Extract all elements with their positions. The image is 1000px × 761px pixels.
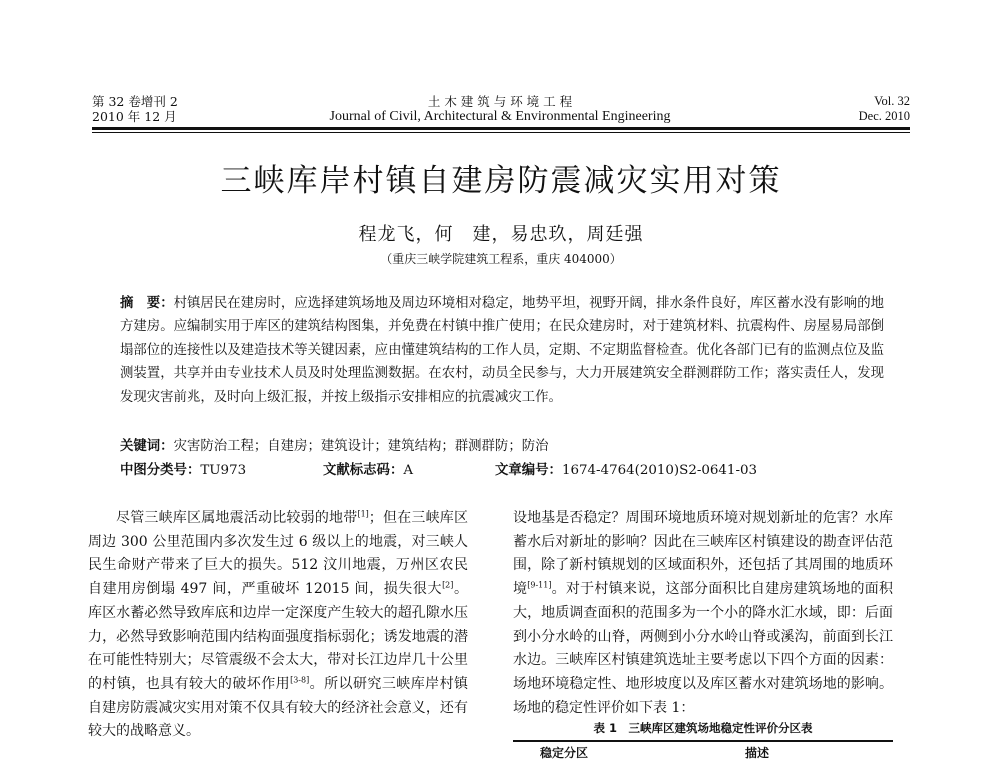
clc-value: TU973	[200, 463, 247, 478]
journal-name-cn: 土 木 建 筑 与 环 境 工 程	[427, 94, 573, 109]
table-top-rule	[513, 740, 893, 742]
citation: [9-11]	[527, 580, 552, 590]
paper-authors: 程龙飞，何 建，易忠玖，周廷强	[358, 224, 644, 245]
body-text: 设地基是否稳定？周围环境地质环境对规划新址的危害？水库蓄水后对新址的影响？因此在三峡库区村镇建设的勘查评估范围，除了新村镇规划的区域面积外，还包括了其周围的地质环境	[513, 510, 893, 598]
journal-name-en: Journal of Civil, Architectural & Environmental Engineering	[329, 109, 671, 124]
clc-label: 中图分类号：	[120, 463, 201, 478]
table-header-zone: 稳定分区	[540, 746, 589, 760]
keywords-label: 关键词：	[120, 439, 174, 454]
body-left-column	[88, 507, 468, 744]
keywords-text: 灾害防治工程；自建房；建筑设计；建筑结构；群测群防；防治	[173, 439, 549, 454]
abstract	[120, 292, 884, 409]
body-right-column	[513, 507, 893, 720]
clc-number	[120, 461, 246, 481]
article-number-label: 文章编号：	[495, 463, 562, 478]
paper-affiliation: （重庆三峡学院建筑工程系，重庆 404000）	[380, 252, 622, 266]
body-text: 尽管三峡库区属地震活动比较弱的地带	[116, 510, 358, 526]
document-code	[323, 461, 413, 481]
body-text: 。对于村镇来说，这部分面积比自建房建筑场地的面积大，地质调查面积的范围多为一个小的降水汇水域，即：后面到小分水岭的山脊，两侧到小分水岭山脊或溪沟，前面到长江水边。三峡库区村镇建筑选址主要考虑以下四个方面的因素：场地环境稳定性、地形坡度以及库区蓄水对建筑场地的影响。场地的稳定性评价如下表 1：	[513, 581, 894, 716]
body-text: 。库区水蓄必然导致库底和边岸一定深度产生较大的超孔隙水压力，必然导致影响范围内结构面强度指标弱化；诱发地震的潜在可能性特别大；尽管震级不会太大，带对长江边岸几十公里的村镇，也具有较大的破坏作用	[88, 581, 468, 692]
doc-code-label: 文献标志码：	[323, 463, 404, 478]
body-text: 。所以研究三峡库岸村镇自建房防震减灾实用对策不仅具有较大的经济社会意义，还有较大的战略意义。	[88, 675, 469, 740]
keywords	[120, 436, 884, 458]
doc-code-value: A	[403, 463, 414, 478]
header-rule-thin	[92, 132, 910, 133]
paper-title: 三峡库岸村镇自建房防震减灾实用对策	[220, 163, 782, 199]
citation: [2]	[442, 580, 454, 590]
header-volume: 第 32 卷增刊 2	[92, 94, 178, 109]
table-caption: 表 1 三峡库区建筑场地稳定性评价分区表	[593, 721, 813, 735]
header-vol: Vol. 32	[874, 94, 910, 108]
table-header-description: 描述	[745, 746, 770, 760]
article-number-value: 1674-4764(2010)S2-0641-03	[561, 463, 758, 478]
citation: [1]	[357, 509, 369, 519]
header-volume-en	[800, 94, 910, 124]
citation: [3-8]	[290, 675, 310, 685]
abstract-label: 摘 要：	[120, 296, 174, 311]
header-journal	[270, 94, 730, 124]
header-date-en: Dec. 2010	[858, 109, 910, 123]
abstract-text: 村镇居民在建房时，应选择建筑场地及周边环境相对稳定，地势平坦，视野开阔，排水条件良好，库区蓄水没有影响的地方建房。应编制实用于库区的建筑结构图集，并免费在村镇中推广使用；在民众建房时，对于建筑材料、抗震构件、房屋易局部倒塌部位的连接性以及建造技术等关键因素，应由懂建筑结构的工作人员，定期、不定期监督检查。优化各部门已有的监测点位及监测装置，共享并由专业技术人员及时处理监测数据。在农村，动员全民参与，大力开展建筑安全群测群防工作；落实责任人，发现发现灾害前兆，及时向上级汇报，并按上级指示安排相应的抗震减灾工作。	[120, 296, 885, 405]
header-rule-thick	[92, 127, 910, 130]
body-text: ；但在三峡库区周边 300 公里范围内多次发生过 6 级以上的地震，对三峡人民生命财产带来了巨大的损失。512 汶川地震，万州区农民自建用房倒塌 497 间，严重破坏 12015 间，损失很大	[88, 510, 469, 598]
article-number	[495, 461, 757, 481]
header-date-cn: 2010 年 12 月	[92, 109, 177, 124]
